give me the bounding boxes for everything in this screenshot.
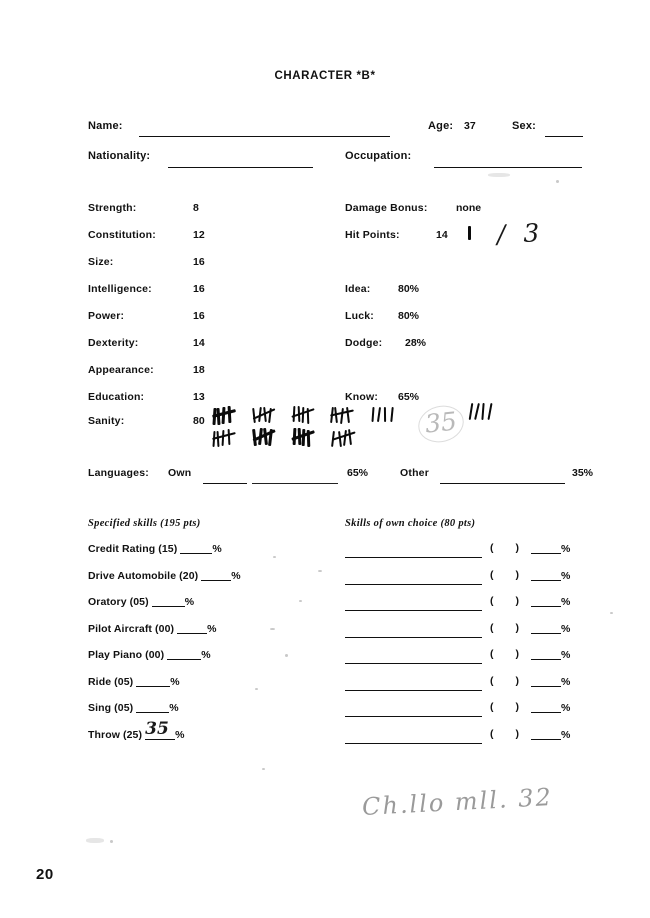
specified-skill-name: Credit Rating (15) xyxy=(88,543,178,555)
sex-label: Sex: xyxy=(512,120,537,132)
specified-skill-name: Play Piano (00) xyxy=(88,649,165,661)
age-value: 37 xyxy=(464,120,476,132)
specified-skill-percent: % xyxy=(184,596,195,608)
tally-loose-group xyxy=(470,403,494,420)
stat-value-luck: 80% xyxy=(398,310,420,322)
occupation-label: Occupation: xyxy=(345,150,412,162)
stat-value-dexterity: 14 xyxy=(193,337,205,349)
own-choice-skill-percent: % xyxy=(561,596,571,608)
stat-label-sanity: Sanity: xyxy=(88,415,125,427)
stat-label-power: Power: xyxy=(88,310,125,322)
stat-value-constitution: 12 xyxy=(193,229,205,241)
stat-value-intelligence: 16 xyxy=(193,283,205,295)
tally-tick xyxy=(482,403,485,420)
tally-tick xyxy=(474,403,480,420)
age-label: Age: xyxy=(428,120,454,132)
specified-skill-row xyxy=(88,542,222,555)
languages-own-percent: 65% xyxy=(347,467,369,479)
paren-open: ( xyxy=(490,701,494,713)
scan-speck xyxy=(255,688,258,690)
nationality-field[interactable] xyxy=(168,167,313,168)
stat-value-hit-points: 14 xyxy=(436,229,448,241)
tally-gate xyxy=(213,407,239,424)
specified-skill-percent: % xyxy=(169,702,179,714)
own-choice-skill-percent: % xyxy=(561,675,571,688)
stat-value-appearance: 18 xyxy=(193,364,205,376)
tally-tick xyxy=(302,429,305,446)
specified-skill-percent: % xyxy=(231,569,241,582)
own-choice-skill-base-group xyxy=(490,542,519,554)
stat-value-strength: 8 xyxy=(193,202,199,214)
specified-skill-percent: % xyxy=(201,649,211,661)
specified-skill-percent: % xyxy=(170,675,180,688)
own-choice-skill-name-field[interactable] xyxy=(345,690,482,691)
paren-close: ) xyxy=(515,674,519,687)
languages-own-field-a[interactable] xyxy=(203,483,247,484)
stat-label-size: Size: xyxy=(88,256,114,268)
specified-skills-heading: Specified skills (195 pts) xyxy=(88,518,201,529)
own-choice-skill-name-field[interactable] xyxy=(345,637,482,638)
own-choice-skill-name-field[interactable] xyxy=(345,663,482,664)
tally-tick xyxy=(228,406,232,423)
specified-skill-name: Throw (25) xyxy=(88,728,143,741)
specified-skill-name: Oratory (05) xyxy=(88,596,149,608)
stat-value-sanity: 80 xyxy=(193,415,205,427)
languages-other-label: Other xyxy=(400,467,430,479)
specified-skill-name: Pilot Aircraft (00) xyxy=(88,622,175,635)
specified-skill-value-field[interactable] xyxy=(136,701,169,713)
specified-skill-row xyxy=(88,675,180,688)
paren-open: ( xyxy=(490,727,494,740)
tally-tick xyxy=(263,428,267,445)
scan-smudge xyxy=(488,173,510,177)
specified-skill-value-field[interactable] xyxy=(136,675,170,687)
own-choice-skill-percent: % xyxy=(561,702,571,714)
tally-tick xyxy=(343,430,347,446)
own-choice-skill-value-group xyxy=(531,595,570,608)
tally-tick xyxy=(252,408,256,423)
tally-tick xyxy=(469,403,474,420)
own-choice-skill-percent: % xyxy=(561,649,571,661)
tally-gate xyxy=(333,430,359,446)
paren-close: ) xyxy=(515,568,519,581)
tally-tick xyxy=(222,407,226,424)
specified-skill-percent: % xyxy=(175,728,185,741)
stat-value-education: 13 xyxy=(193,391,205,403)
own-choice-skill-value-field[interactable] xyxy=(531,728,561,740)
paren-close: ) xyxy=(515,621,519,634)
stat-value-damage-bonus: none xyxy=(456,202,482,214)
own-choice-skill-value-field[interactable] xyxy=(531,648,561,660)
own-choice-skill-value-group xyxy=(531,675,570,688)
specified-skill-row xyxy=(88,718,185,741)
stat-label-education: Education: xyxy=(88,391,145,403)
scan-speck xyxy=(285,654,288,657)
tally-gate xyxy=(331,407,357,423)
stat-value-power: 16 xyxy=(193,310,205,322)
specified-skill-value-field[interactable] xyxy=(177,622,207,634)
own-choice-skill-name-field[interactable] xyxy=(345,716,482,717)
own-choice-skill-value-field[interactable] xyxy=(531,595,561,607)
own-choice-skill-name-field[interactable] xyxy=(345,610,482,611)
tally-gate xyxy=(292,429,318,446)
stat-label-idea: Idea: xyxy=(345,283,371,295)
specified-skill-percent: % xyxy=(207,622,217,635)
page-title: CHARACTER *B* xyxy=(274,70,376,82)
tally-loose-group xyxy=(372,407,396,422)
own-choice-skill-value-group xyxy=(531,701,570,714)
own-choice-skill-value-field[interactable] xyxy=(531,675,561,687)
specified-skill-row xyxy=(88,595,194,608)
specified-skill-value-field[interactable] xyxy=(145,718,175,740)
tally-gate xyxy=(292,407,318,423)
own-choice-skill-percent: % xyxy=(561,728,571,741)
scan-speck xyxy=(318,570,322,572)
specified-skill-row xyxy=(88,569,241,582)
stat-value-idea: 80% xyxy=(398,283,420,295)
languages-label: Languages: xyxy=(88,467,149,479)
languages-own-field-b[interactable] xyxy=(252,483,338,484)
scan-speck xyxy=(299,600,302,602)
own-choice-skill-base-group xyxy=(490,648,519,660)
own-choice-skill-percent: % xyxy=(561,543,571,555)
stat-value-size: 16 xyxy=(193,256,205,268)
own-choice-skill-base-group xyxy=(490,569,519,581)
stat-value-know: 65% xyxy=(398,391,420,403)
own-choice-skill-name-field[interactable] xyxy=(345,557,482,558)
own-choice-skill-base-group xyxy=(490,728,519,740)
paren-close: ) xyxy=(515,648,519,660)
paren-close: ) xyxy=(515,701,519,713)
own-choice-skill-value-group xyxy=(531,728,570,741)
own-choice-skill-percent: % xyxy=(561,622,571,635)
specified-skill-row xyxy=(88,622,217,635)
stat-label-hit-points: Hit Points: xyxy=(345,229,400,241)
specified-skill-value: 35 xyxy=(145,718,169,739)
scan-smudge xyxy=(86,838,104,843)
tally-gate xyxy=(213,430,239,446)
stat-label-strength: Strength: xyxy=(88,202,137,214)
own-choice-skill-value-group xyxy=(531,648,570,661)
stat-label-dodge: Dodge: xyxy=(345,337,383,349)
paren-open: ( xyxy=(490,595,494,607)
stat-label-dexterity: Dexterity: xyxy=(88,337,139,349)
own-choice-skill-name-field[interactable] xyxy=(345,584,482,585)
scan-speck xyxy=(270,628,275,630)
specified-skill-name: Ride (05) xyxy=(88,675,134,688)
specified-skill-name: Drive Automobile (20) xyxy=(88,569,199,582)
own-choice-skill-name-field[interactable] xyxy=(345,743,482,744)
tally-gate xyxy=(253,408,279,423)
paren-open: ( xyxy=(490,648,494,660)
tally-tick xyxy=(302,407,305,423)
specified-skill-value-field[interactable] xyxy=(180,542,212,554)
paren-close: ) xyxy=(515,727,519,740)
own-choice-skill-value-field[interactable] xyxy=(531,569,561,581)
own-choice-skill-value-field[interactable] xyxy=(531,622,561,634)
specified-skill-value-field[interactable] xyxy=(201,569,231,581)
languages-own-label: Own xyxy=(168,467,192,479)
own-choice-skill-value-field[interactable] xyxy=(531,542,561,554)
languages-other-field[interactable] xyxy=(440,483,565,484)
own-choice-skill-percent: % xyxy=(561,569,571,582)
tally-tick xyxy=(487,403,492,420)
tally-tick xyxy=(217,431,220,447)
own-choice-skills-heading: Skills of own choice (80 pts) xyxy=(345,518,476,529)
occupation-field[interactable] xyxy=(434,167,582,168)
paren-open: ( xyxy=(490,621,494,634)
own-choice-skill-base-group xyxy=(490,595,519,607)
hit-points-tally-mark xyxy=(468,226,471,240)
stat-label-damage-bonus: Damage Bonus: xyxy=(345,202,428,214)
page-number: 20 xyxy=(36,866,54,883)
scan-speck xyxy=(110,840,113,843)
tally-tick xyxy=(228,429,231,445)
scan-speck xyxy=(556,180,559,183)
tally-tick xyxy=(340,408,344,424)
specified-skill-row xyxy=(88,648,211,661)
stat-label-constitution: Constitution: xyxy=(88,229,156,241)
paren-open: ( xyxy=(490,568,494,581)
sanity-note-circle xyxy=(414,401,467,447)
stat-label-know: Know: xyxy=(345,391,379,403)
own-choice-skill-value-field[interactable] xyxy=(531,701,561,713)
specified-skill-value-field[interactable] xyxy=(167,648,201,660)
tally-gate xyxy=(253,429,279,446)
sanity-handwritten-note: 35 xyxy=(423,406,459,439)
scan-speck xyxy=(262,768,265,770)
own-choice-skill-value-group xyxy=(531,569,570,582)
tally-tick xyxy=(371,407,374,422)
languages-other-percent: 35% xyxy=(572,467,594,479)
own-choice-skill-base-group xyxy=(490,675,519,687)
paren-close: ) xyxy=(515,542,519,554)
stat-value-dodge: 28% xyxy=(405,337,427,349)
name-label: Name: xyxy=(88,120,123,132)
stat-label-luck: Luck: xyxy=(345,310,375,322)
tally-tick xyxy=(377,407,381,422)
sex-field[interactable] xyxy=(545,136,583,137)
tally-tick xyxy=(384,407,386,422)
own-choice-skill-base-group xyxy=(490,701,519,713)
own-choice-skill-value-group xyxy=(531,542,570,555)
nationality-label: Nationality: xyxy=(88,150,151,162)
name-field[interactable] xyxy=(139,136,390,137)
specified-skill-value-field[interactable] xyxy=(152,595,185,607)
scan-speck xyxy=(610,612,613,614)
specified-skill-row xyxy=(88,701,179,714)
paren-open: ( xyxy=(490,674,494,687)
hit-points-handwritten-note: / 3 xyxy=(496,218,545,249)
tally-tick xyxy=(222,430,225,446)
tally-tick xyxy=(390,407,393,422)
specified-skill-name: Sing (05) xyxy=(88,702,134,714)
specified-skill-percent: % xyxy=(212,543,222,555)
scan-speck xyxy=(273,556,276,558)
paren-close: ) xyxy=(515,595,519,607)
bottom-handwritten-note: Ch.llo mll. 32 xyxy=(361,783,554,821)
own-choice-skill-base-group xyxy=(490,622,519,634)
paren-open: ( xyxy=(490,542,494,554)
stat-label-appearance: Appearance: xyxy=(88,364,154,376)
stat-label-intelligence: Intelligence: xyxy=(88,283,152,295)
own-choice-skill-value-group xyxy=(531,622,570,635)
